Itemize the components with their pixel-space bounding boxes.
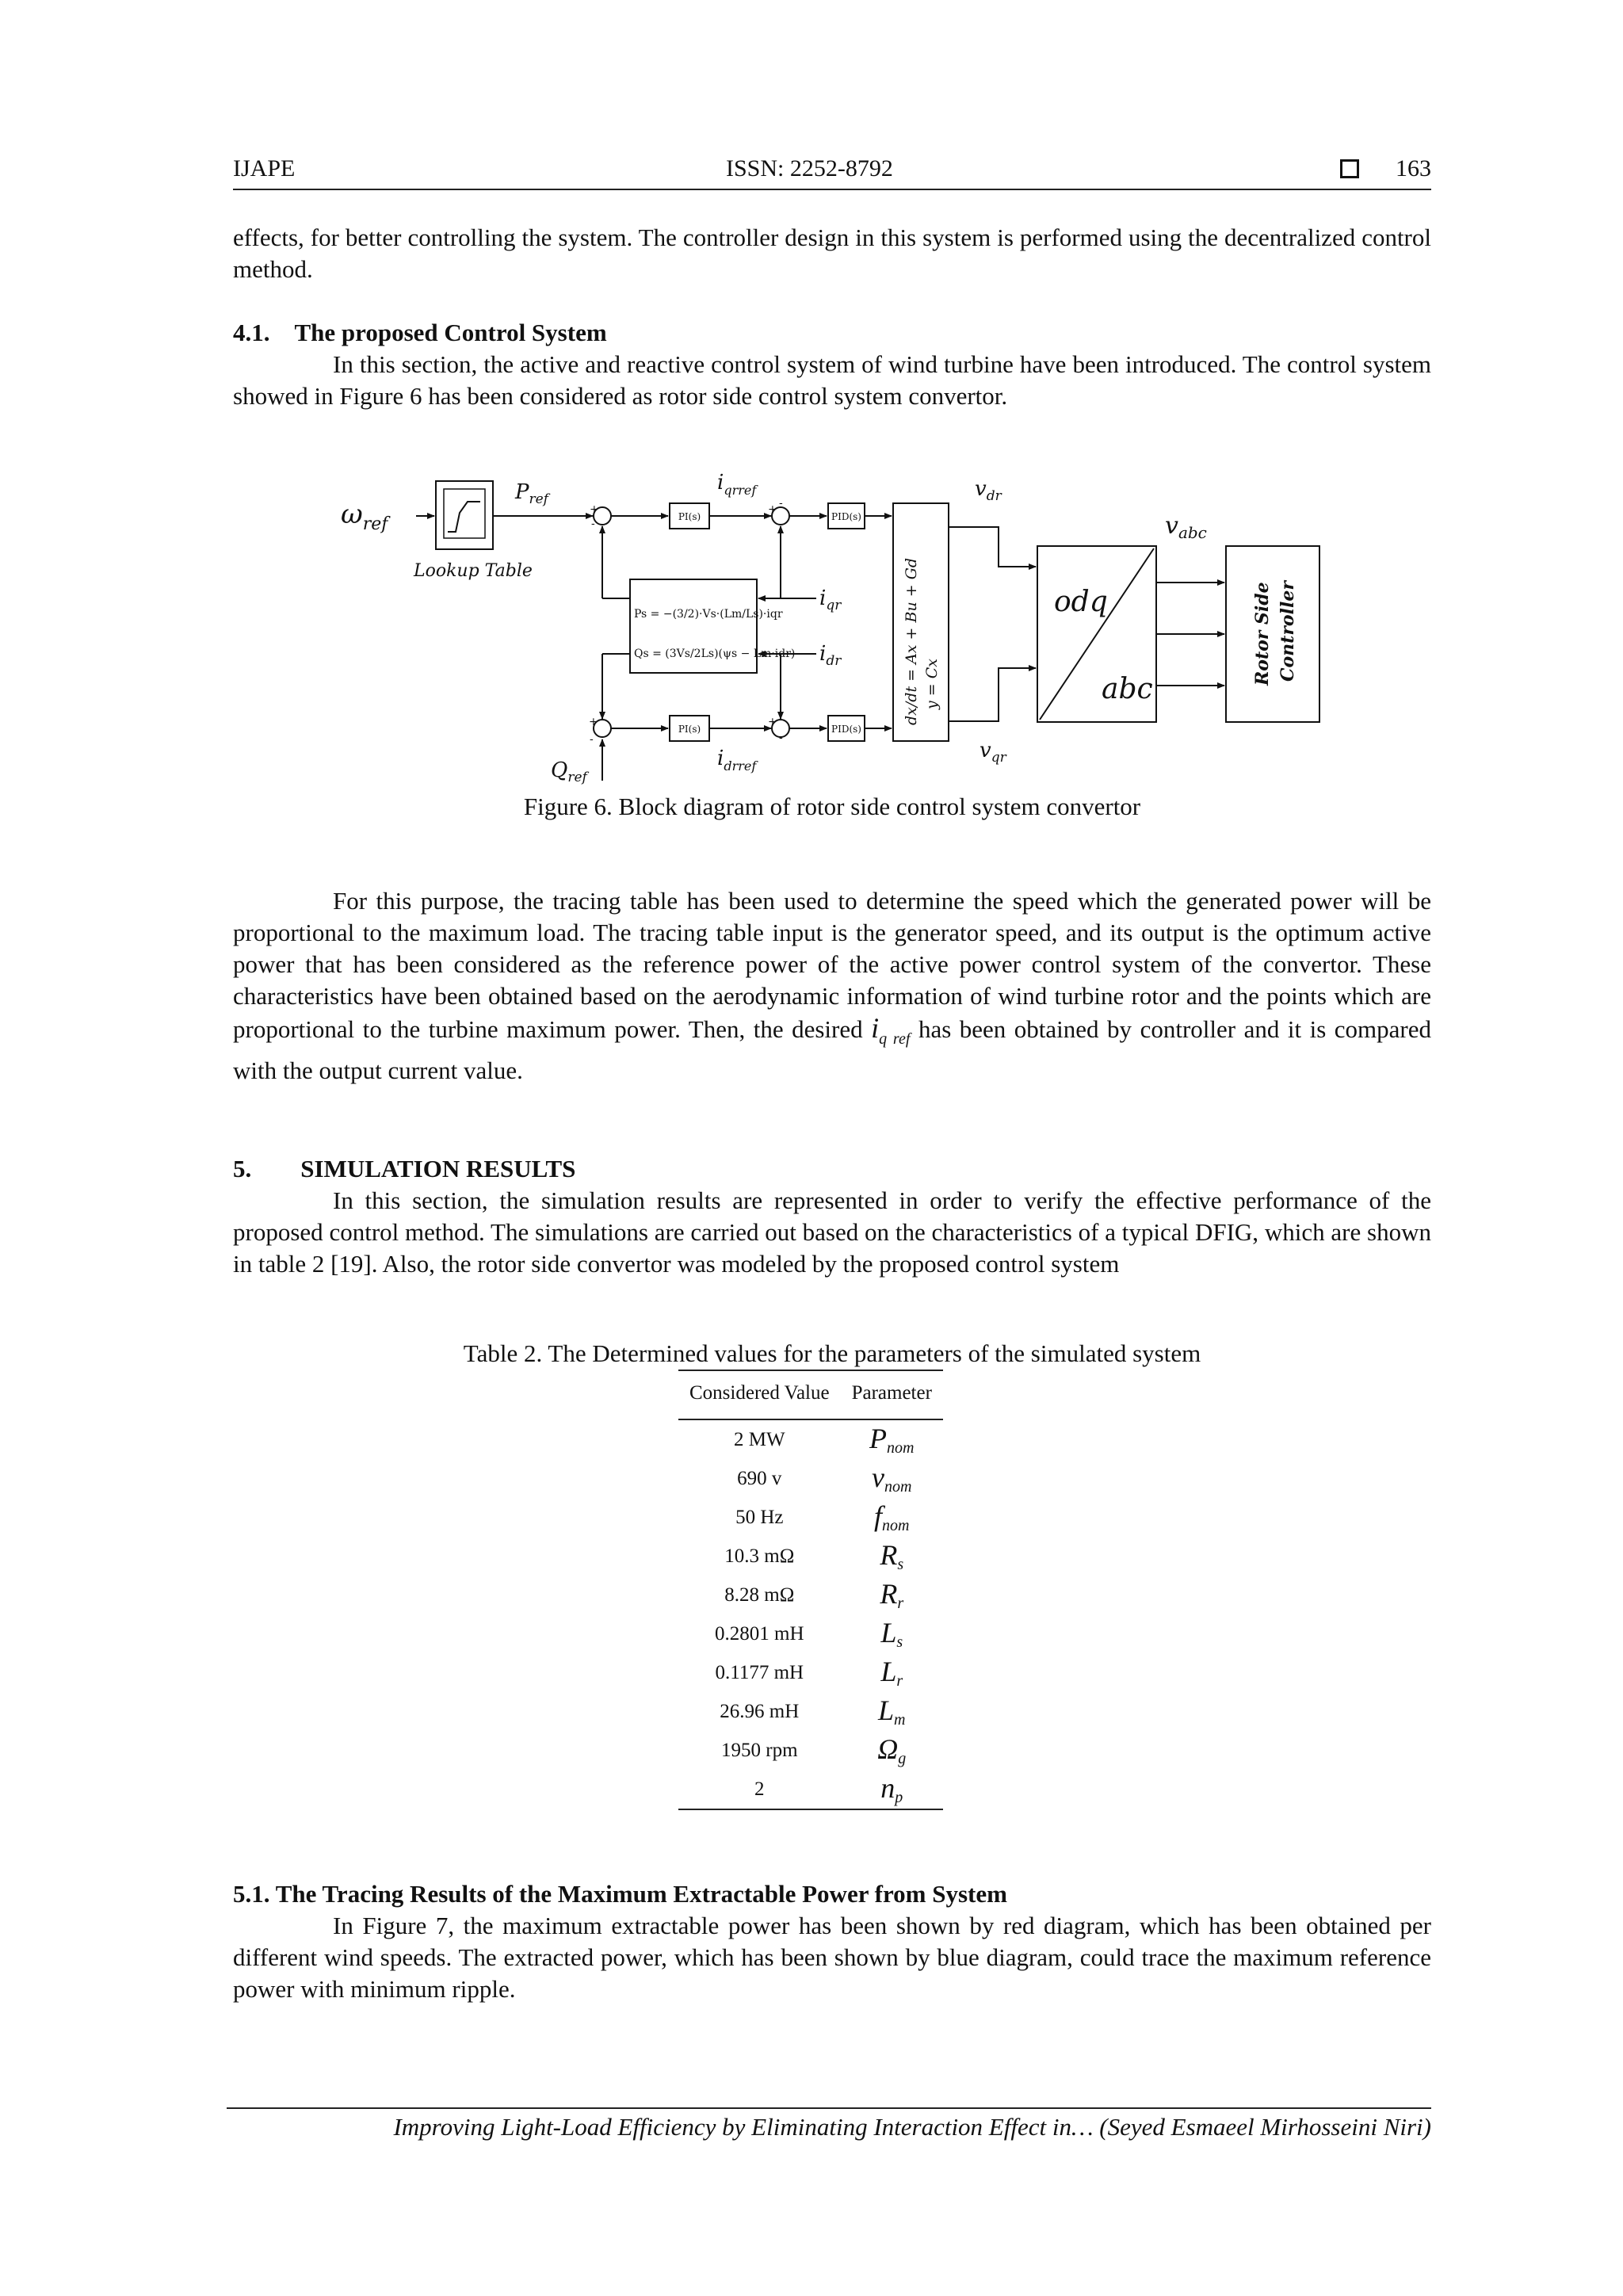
svg-text:-: - (779, 497, 783, 510)
parameter-symbol: P (869, 1423, 888, 1454)
iq-ref-symbol: $i_{q ref}$ (871, 1012, 911, 1049)
q-ref-label: $Q_{ref}$ (551, 758, 587, 785)
parameters-table (678, 1370, 943, 1810)
tracing-paragraph: For this purpose, the tracing table has been used to determine the speed which the generated power will be proportional to the maximum load. The tracing table input is the generator speed, and its output is the optimum active power that has been considered as the reference power of the active power control system of the convertor. These characteristics have been obtained based on the aerodynamic information of wind turbine rotor and the points which are proportional to the turbine maximum power. Then, the desired $i_{q ref}$ has been obtained by controller and it is compared with the output current value. (233, 887, 1432, 1085)
parameter-subscript: s (897, 1556, 904, 1573)
page-header (233, 155, 1431, 190)
svg-text:+: + (768, 716, 777, 728)
parameter-symbol: L (878, 1694, 895, 1726)
parameter-subscript: s (896, 1633, 903, 1651)
table-row (678, 1419, 943, 1459)
output-equation-label: y = Cx (923, 659, 941, 709)
qs-equation: Qs = (3Vs/2Ls)(ψs − Lm·idr) (634, 648, 796, 660)
table-row (678, 1537, 943, 1576)
parameter-subscript: nom (887, 1439, 915, 1457)
section-4-1-heading: 4.1. The proposed Control System (233, 319, 607, 346)
parameter-subscript: r (897, 1595, 904, 1612)
lookup-table-label: Lookup Table (414, 561, 533, 581)
parameter-symbol: R (880, 1539, 898, 1571)
parameter-cell (841, 1419, 943, 1459)
table-2-container (678, 1370, 943, 1810)
pid-bottom-label: PID(s) (831, 724, 861, 735)
parameter-cell (841, 1770, 943, 1809)
table-row (678, 1459, 943, 1498)
controller-label: Controller (1277, 581, 1298, 682)
value-cell: 690 v (737, 1467, 782, 1489)
table-row (678, 1614, 943, 1653)
parameter-cell (841, 1731, 943, 1770)
parameter-symbol: L (880, 1617, 897, 1648)
rotor-side-label: Rotor Side (1252, 582, 1273, 686)
section-4-1-body (233, 349, 1431, 412)
checkbox-icon (1340, 159, 1359, 178)
p-ref-label: $P_{ref}$ (515, 480, 548, 507)
parameter-subscript: m (894, 1711, 906, 1729)
parameter-subscript: g (898, 1750, 907, 1767)
value-cell: 10.3 mΩ (724, 1545, 795, 1567)
pi-top-label: PI(s) (678, 511, 701, 522)
col-considered-value: Considered Value (678, 1370, 841, 1419)
value-cell: 1950 rpm (721, 1739, 798, 1761)
section-5-body (233, 1185, 1431, 1280)
page-footer: Improving Light-Load Efficiency by Eliminating Interaction Effect in… (Seyed Esmaeel Mirhosseini Niri) (393, 2113, 1431, 2141)
footer-rule (227, 2107, 1431, 2109)
svg-text:-: - (591, 518, 595, 530)
parameter-symbol: v (872, 1461, 885, 1493)
parameter-cell (841, 1653, 943, 1692)
parameter-cell (841, 1459, 943, 1498)
parameter-subscript: nom (882, 1517, 910, 1534)
intro-paragraph-block (233, 222, 1431, 285)
parameter-cell (841, 1576, 943, 1614)
vqr-label: $v_{qr}$ (980, 739, 1006, 766)
vdr-label: $v_{dr}$ (975, 477, 1002, 504)
rotor-side-controller-box (1226, 546, 1319, 722)
abc-label: abc (1102, 673, 1153, 705)
table-header-row (678, 1370, 943, 1419)
state-equation-label: dx/dt = Ax + Bu + Gd (903, 557, 920, 725)
iq-ref-label: $i_{qrref}$ (717, 471, 757, 498)
value-cell: 8.28 mΩ (724, 1584, 795, 1606)
tracing-paragraph-block (233, 885, 1431, 1087)
value-cell: 26.96 mH (720, 1700, 800, 1722)
table-row (678, 1576, 943, 1614)
pid-top-label: PID(s) (831, 511, 861, 522)
table-row (678, 1653, 943, 1692)
table-row (678, 1692, 943, 1731)
parameter-symbol: R (880, 1578, 898, 1610)
parameter-symbol: Ω (877, 1733, 899, 1765)
value-cell: 2 MW (734, 1428, 785, 1450)
section-5-paragraph: In this section, the simulation results are represented in order to verify the effective performance of the proposed control method. The simulations are carried out based on the characteristics of a typical DFIG, which are shown in table 2 [19]. Also, the rotor side convertor was modeled by the proposed control system (233, 1186, 1431, 1278)
ps-equation: Ps = −(3/2)·Vs·(Lm/Ls)·iqr (634, 608, 783, 621)
odq-label: odq (1054, 586, 1108, 618)
parameter-subscript: nom (884, 1478, 912, 1496)
journal-name: IJAPE (233, 155, 296, 181)
vabc-label: $v_{abc}$ (1165, 512, 1207, 542)
parameter-subscript: r (896, 1672, 903, 1690)
value-cell: 2 (678, 1770, 841, 1809)
parameter-cell (841, 1537, 943, 1576)
figure-6-caption: Figure 6. Block diagram of rotor side control system convertor (523, 793, 1141, 820)
pi-bottom-label: PI(s) (678, 724, 701, 735)
parameter-symbol: L (880, 1656, 897, 1687)
parameter-subscript: p (895, 1789, 903, 1806)
section-4-1-paragraph: In this section, the active and reactive control system of wind turbine have been introduced. The control system showed in Figure 6 has been considered as rotor side control system convertor. (233, 350, 1431, 410)
svg-text:+: + (768, 503, 777, 516)
parameter-cell (841, 1498, 943, 1537)
parameter-symbol: n (880, 1772, 896, 1804)
id-ref-label: $i_{drref}$ (717, 747, 757, 774)
omega-ref-label: $\omega_{ref}$ (341, 499, 388, 534)
figure-6-block-diagram (317, 464, 1411, 797)
parameter-cell (841, 1692, 943, 1731)
value-cell: 0.1177 mH (715, 1661, 804, 1683)
svg-text:-: - (590, 733, 594, 746)
table-row (678, 1731, 943, 1770)
section-5-1-paragraph: In Figure 7, the maximum extractable power has been shown by red diagram, which has been obtained per different wind speeds. The extracted power, which has been shown by blue diagram, could trace the maximum reference power with minimum ripple. (233, 1912, 1431, 2003)
issn: ISSN: 2252-8792 (726, 155, 893, 181)
value-cell: 0.2801 mH (715, 1622, 804, 1645)
intro-paragraph: effects, for better controlling the system. The controller design in this system is performed using the decentralized control method. (233, 223, 1431, 283)
svg-text:+: + (590, 503, 599, 516)
table-row (678, 1498, 943, 1537)
section-5-1-heading: 5.1. The Tracing Results of the Maximum Extractable Power from System (233, 1880, 1007, 1908)
idr-label: $i_{dr}$ (819, 642, 842, 669)
page-number: 163 (1396, 155, 1431, 181)
table-2-caption: Table 2. The Determined values for the parameters of the simulated system (463, 1339, 1201, 1367)
parameter-cell (841, 1614, 943, 1653)
lookup-table-box (436, 481, 493, 549)
svg-text:-: - (779, 732, 783, 744)
page-number-group (1340, 155, 1431, 182)
iqr-label: $i_{qr}$ (819, 586, 842, 613)
parameter-symbol: f (874, 1500, 883, 1532)
section-5-heading: 5. SIMULATION RESULTS (233, 1155, 576, 1182)
col-parameter: Parameter (841, 1370, 943, 1419)
table-row (678, 1770, 943, 1809)
header-rule (233, 189, 1431, 190)
svg-text:+: + (589, 716, 598, 728)
section-5-1-body (233, 1910, 1431, 2005)
value-cell: 50 Hz (735, 1506, 784, 1528)
